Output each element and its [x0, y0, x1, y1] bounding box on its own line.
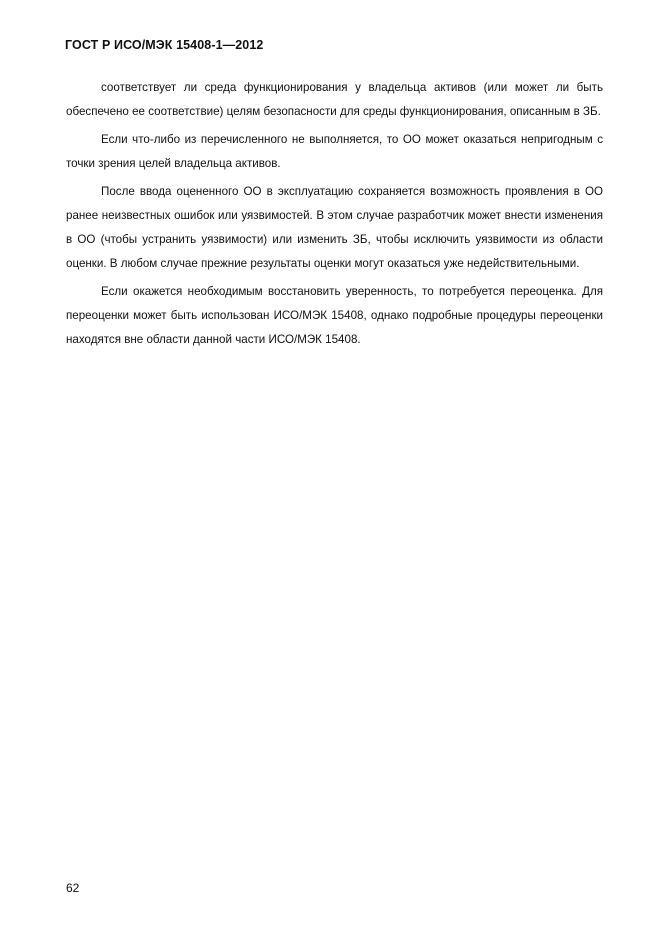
paragraph-reevaluation: Если окажется необходимым восстановить уверенность, то потребуется переоценка. Для переоценки может быть использован ИСО/МЭК 15408, однако подробные процедуры переоценки находятся вне области данной части ИСО/МЭК 15408.	[66, 285, 603, 346]
paragraph-vulnerabilities: После ввода оцененного ОО в эксплуатацию сохраняется возможность проявления в ОО ранее неизвестных ошибок или уязвимостей. В этом случае разработчик может внести изменения в ОО (чтобы устранить уязвимости) или изменить ЗБ, чтобы исключить уязвимости из области оценки. В любом случае прежние результаты оценки могут оказаться уже недействительными.	[66, 185, 603, 270]
document-header: ГОСТ Р ИСО/МЭК 15408-1—2012	[65, 38, 264, 52]
document-body	[66, 76, 603, 356]
paragraph-continuation: соответствует ли среда функционирования у владельца активов (или может ли быть обеспечено ее соответствие) целям безопасности для среды функционирования, описанным в ЗБ.	[66, 81, 603, 118]
paragraph-unsuitability: Если что-либо из перечисленного не выполняется, то ОО может оказаться непригодным с точки зрения целей владельца активов.	[66, 133, 603, 170]
page-number: 62	[66, 881, 80, 895]
